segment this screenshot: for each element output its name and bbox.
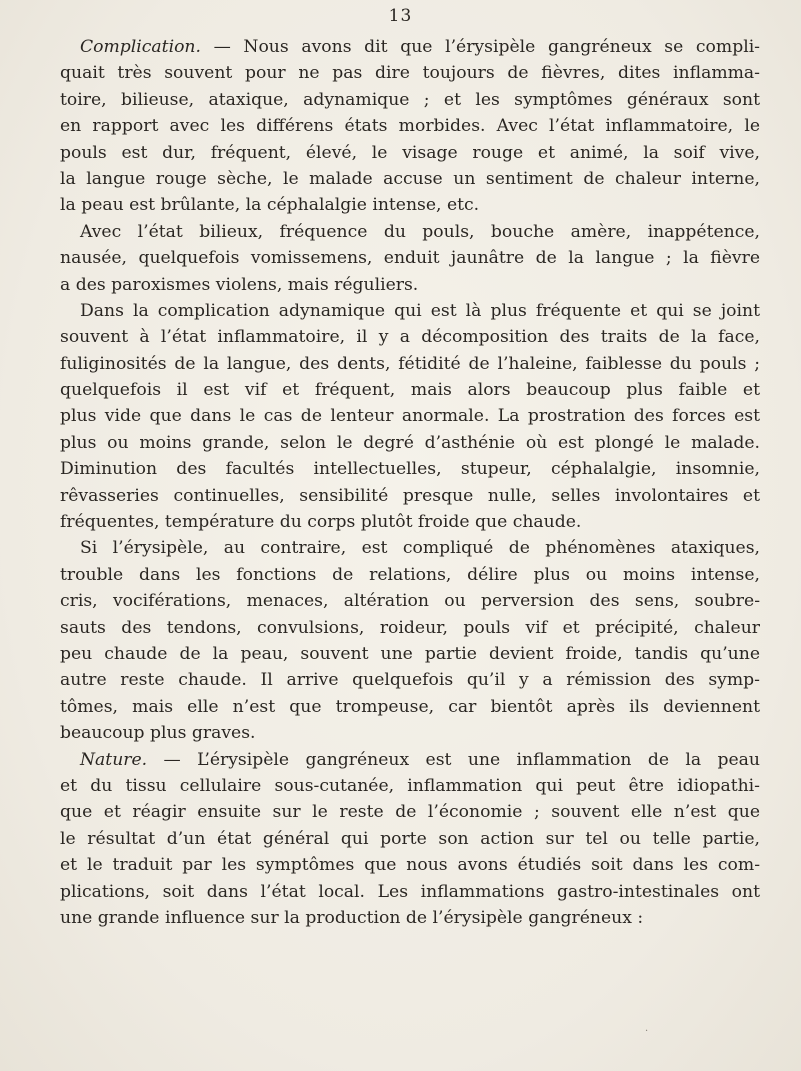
text-line: quelquefois il est vif et fréquent, mais alors beaucoup plus faible et (60, 380, 760, 401)
text-line: que et réagir ensuite sur le reste de l’économie ; souvent elle n’est que (60, 802, 760, 823)
page-number: 13 (388, 6, 413, 26)
paragraph-complication (60, 34, 760, 219)
text-line: Avec l’état bilieux, fréquence du pouls, bouche amère, inappétence, (80, 221, 760, 242)
section-lead: Nature. (80, 749, 148, 770)
ink-speck-icon: · (645, 1026, 649, 1037)
text-line: a des paroxismes violens, mais réguliers. (60, 274, 419, 295)
text-line: toire, bilieuse, ataxique, adynamique ; et les symptômes généraux sont (60, 89, 760, 110)
text-line: trouble dans les fonctions de relations, délire plus ou moins intense, (60, 564, 760, 585)
text-line: peu chaude de la peau, souvent une partie devient froide, tandis qu’une (60, 643, 760, 664)
paragraph-ataxique (60, 535, 760, 746)
text-line: fuliginosités de la langue, des dents, fétidité de l’haleine, faiblesse du pouls ; (60, 353, 760, 374)
text-line: Si l’érysipèle, au contraire, est compliqué de phénomènes ataxiques, (80, 538, 760, 559)
text-line: Nature. — L’érysipèle gangréneux est une inflammation de la peau (80, 749, 760, 770)
text-line: fréquentes, température du corps plutôt froide que chaude. (60, 512, 582, 533)
text-line: en rapport avec les différens états morbides. Avec l’état inflammatoire, le (60, 116, 760, 137)
text-line: la langue rouge sèche, le malade accuse un sentiment de chaleur interne, (60, 168, 760, 189)
text-line: la peau est brûlante, la céphalalgie intense, etc. (60, 195, 480, 216)
text-line: souvent à l’état inflammatoire, il y a décomposition des traits de la face, (60, 327, 760, 348)
text-line: le résultat d’un état général qui porte son action sur tel ou telle partie, (60, 828, 760, 849)
text-line: cris, vociférations, menaces, altération ou perversion des sens, soubre- (60, 591, 760, 612)
text-line: pouls est dur, fréquent, élevé, le visage rouge et animé, la soif vive, (60, 142, 760, 163)
text-line: Complication. — Nous avons dit que l’érysipèle gangréneux se compli- (80, 37, 760, 57)
page-body-text (60, 34, 760, 931)
text-line: Diminution des facultés intellectuelles, stupeur, céphalalgie, insomnie, (60, 459, 760, 480)
text-line: une grande influence sur la production de l’érysipèle gangréneux : (60, 907, 644, 928)
text-line: rêvasseries continuelles, sensibilité presque nulle, selles involontaires et (60, 485, 760, 506)
text-line: beaucoup plus graves. (60, 723, 256, 744)
paragraph-nature (60, 747, 760, 932)
text-line: sauts des tendons, convulsions, roideur, pouls vif et précipité, chaleur (60, 617, 760, 638)
paragraph-adynamique (60, 298, 760, 536)
section-lead: Complication. (80, 37, 201, 57)
text-line: nausée, quelquefois vomissemens, enduit jaunâtre de la langue ; la fièvre (60, 248, 760, 269)
text-line: et le traduit par les symptômes que nous avons étudiés soit dans les com- (60, 855, 760, 876)
text-line: plus ou moins grande, selon le degré d’asthénie où est plongé le malade. (60, 432, 760, 453)
text-line: plications, soit dans l’état local. Les inflammations gastro-intestinales ont (60, 881, 760, 902)
text-line: autre reste chaude. Il arrive quelquefois qu’il y a rémission des symp- (60, 670, 760, 691)
text-line: et du tissu cellulaire sous-cutanée, inflammation qui peut être idiopathi- (60, 775, 760, 796)
paragraph-bilieux (60, 219, 760, 298)
text-line: Dans la complication adynamique qui est là plus fréquente et qui se joint (80, 300, 760, 321)
text-line: plus vide que dans le cas de lenteur anormale. La prostration des forces est (60, 406, 760, 427)
text-line: tômes, mais elle n’est que trompeuse, car bientôt après ils deviennent (60, 696, 760, 717)
text-line: quait très souvent pour ne pas dire toujours de fièvres, dites inflamma- (60, 63, 760, 84)
